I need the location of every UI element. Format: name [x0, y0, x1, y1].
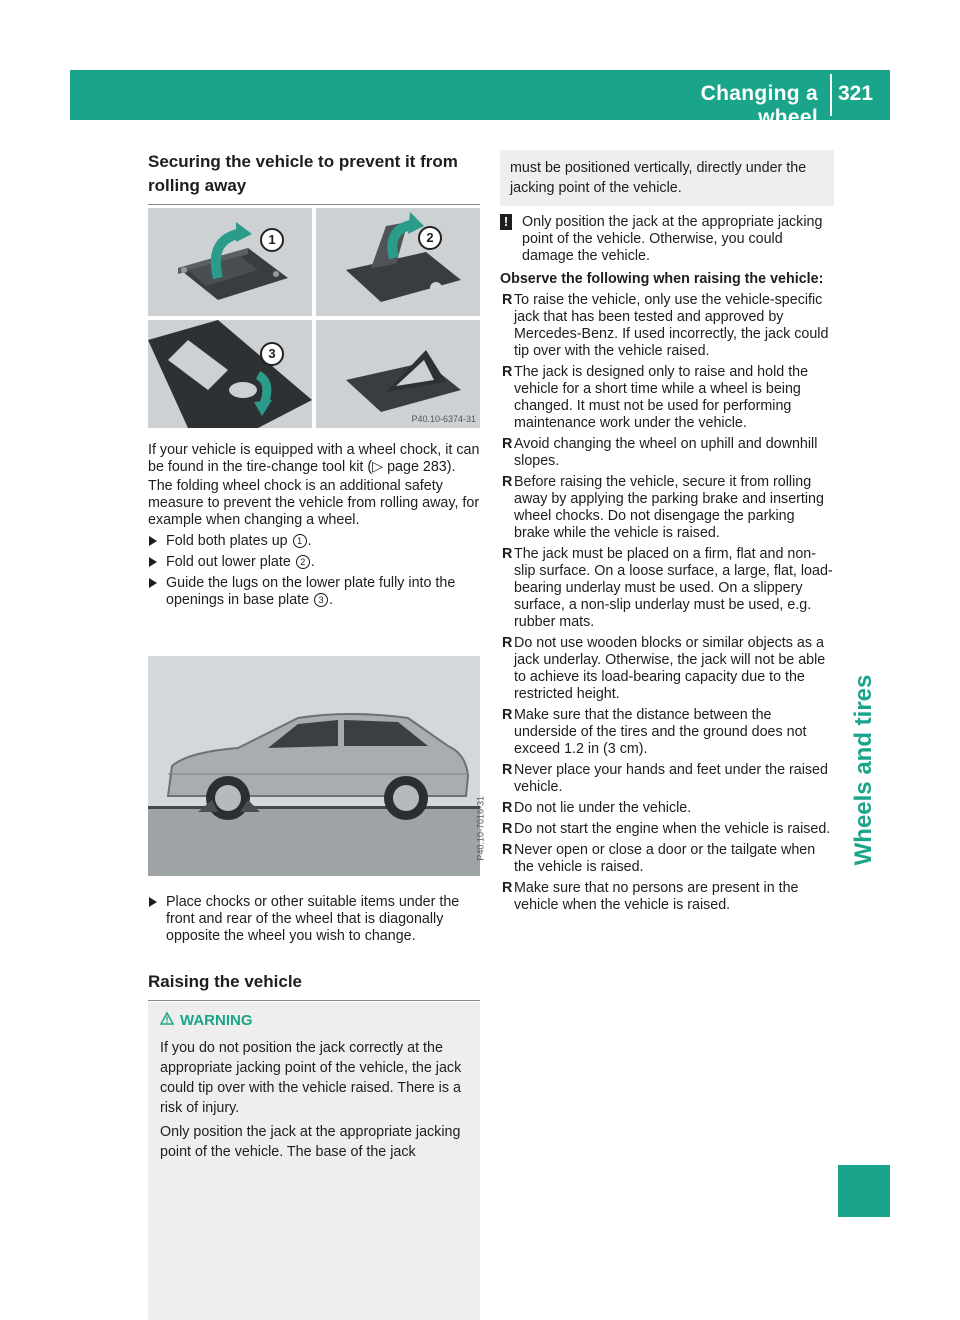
chock-plates-illustration — [148, 208, 312, 316]
figure-code: P40.10-7016-31 — [476, 796, 486, 861]
list-item: R Do not lie under the vehicle. — [502, 800, 692, 816]
notice-damage: ! Only position the jack at the appropriate jacking point of the vehicle. Otherwise, you could damage the vehicle. — [500, 214, 834, 265]
step-fold-lower-plate: Fold out lower plate 2 . — [148, 554, 480, 571]
chock-plates-illustration — [316, 208, 480, 316]
header-divider — [830, 74, 832, 116]
list-item: R Make sure that no persons are present in the vehicle when the vehicle is raised. — [502, 880, 799, 913]
list-item: R Do not start the engine when the vehicle is raised. — [502, 821, 831, 837]
callout-1: 1 — [260, 228, 284, 252]
list-item: R To raise the vehicle, only use the vehicle-specific jack that has been tested and approved by Mercedes-Benz. If used incorrectly, the jack could tip over with the vehicle raised. — [502, 292, 829, 359]
list-item: R The jack is designed only to raise and hold the vehicle for a short time while a wheel is being changed. It must not be used for performing maintenance work under the vehicle. — [502, 364, 809, 431]
list-item: R Do not use wooden blocks or similar objects as a jack underlay. Otherwise, the jack will not be able to achieve its load-bearing capacity due to the restricted height. — [502, 635, 826, 702]
page-number: 321 — [838, 82, 874, 105]
list-item: R Never place your hands and feet under the raised vehicle. — [502, 762, 828, 795]
warning-paragraph-2: Only position the jack at the appropriate jacking point of the vehicle. The base of the jack — [160, 1124, 461, 1160]
list-item: R Make sure that the distance between the underside of the tires and the ground does not exceed 1.2 in (3 cm). — [502, 707, 807, 757]
warning-text — [160, 1038, 474, 1166]
arrow-step-icon — [149, 557, 157, 567]
notice-exclamation-icon: ! — [500, 214, 512, 230]
list-item: R Never open or close a door or the tailgate when the vehicle is raised. — [502, 842, 816, 875]
warning-paragraph-1: If you do not position the jack correctly at the appropriate jacking point of the vehicle, the jack could tip over with the vehicle raised. There is a risk of injury. — [160, 1040, 462, 1116]
warning-box-continued — [500, 150, 834, 206]
warning-box — [148, 1002, 480, 1320]
list-item: R Before raising the vehicle, secure it from rolling away by applying the parking brake and inserting wheel chocks. Do not disengage the parking brake while the vehicle is raised. — [502, 474, 824, 541]
ref-circle-1: 1 — [293, 534, 307, 548]
step-place-chocks: Place chocks or other suitable items under the front and rear of the wheel that is diagonally opposite the wheel you wish to change. — [148, 894, 480, 945]
warning-title: WARNING — [160, 1012, 253, 1029]
figure-panel-3 — [148, 320, 312, 428]
car-chock-figure — [148, 656, 486, 876]
warning-continued-text: must be positioned vertically, directly under the jacking point of the vehicle. — [510, 160, 807, 196]
list-item: R The jack must be placed on a firm, flat and non-slip surface. On a loose surface, a large, flat, load-bearing underlay must be used. On a slippery surface, a non-slip underlay must be used, e.g. rubber mats. — [502, 546, 833, 630]
chock-assembled-illustration — [316, 320, 480, 428]
wheel-chock-figure — [148, 208, 480, 430]
figure-code: P40.10-6374-31 — [411, 414, 476, 424]
ref-circle-3: 3 — [314, 593, 328, 607]
figure-panel-4 — [316, 320, 480, 428]
figure-panel-2 — [316, 208, 480, 316]
side-tab-label: Wheels and tires — [850, 674, 877, 866]
figure-panel-1 — [148, 208, 312, 316]
paragraph-safety-measure: The folding wheel chock is an additional safety measure to prevent the vehicle from rolling away, for example when changing a wheel. — [148, 478, 480, 528]
paragraph-tool-kit: If your vehicle is equipped with a wheel chock, it can be found in the tire-change tool kit (▷ page 283). — [148, 442, 480, 475]
arrow-step-icon — [149, 578, 157, 588]
arrow-step-icon — [149, 536, 157, 546]
step-fold-plates: Fold both plates up 1 . — [148, 533, 480, 550]
ref-circle-2: 2 — [296, 555, 310, 569]
car-side-illustration — [148, 656, 480, 876]
running-header-title: Changing a wheel — [700, 82, 818, 129]
left-column — [148, 150, 486, 1160]
section-title-raising: Raising the vehicle — [148, 970, 480, 1001]
side-tab-chapter — [838, 625, 890, 915]
right-column — [500, 150, 834, 914]
chock-plates-illustration — [148, 320, 312, 428]
intro-text — [148, 442, 480, 609]
callout-2: 2 — [418, 226, 442, 250]
section-title-securing: Securing the vehicle to prevent it from rolling away — [148, 150, 480, 205]
list-item: R Avoid changing the wheel on uphill and downhill slopes. — [502, 436, 818, 469]
callout-3: 3 — [260, 342, 284, 366]
side-tab-marker — [838, 1165, 890, 1217]
arrow-step-icon — [149, 897, 157, 907]
subhead-observe: Observe the following when raising the vehicle: — [500, 271, 824, 287]
warning-triangle-icon — [160, 1012, 174, 1029]
step-guide-lugs: Guide the lugs on the lower plate fully into the openings in base plate 3 . — [148, 575, 480, 609]
